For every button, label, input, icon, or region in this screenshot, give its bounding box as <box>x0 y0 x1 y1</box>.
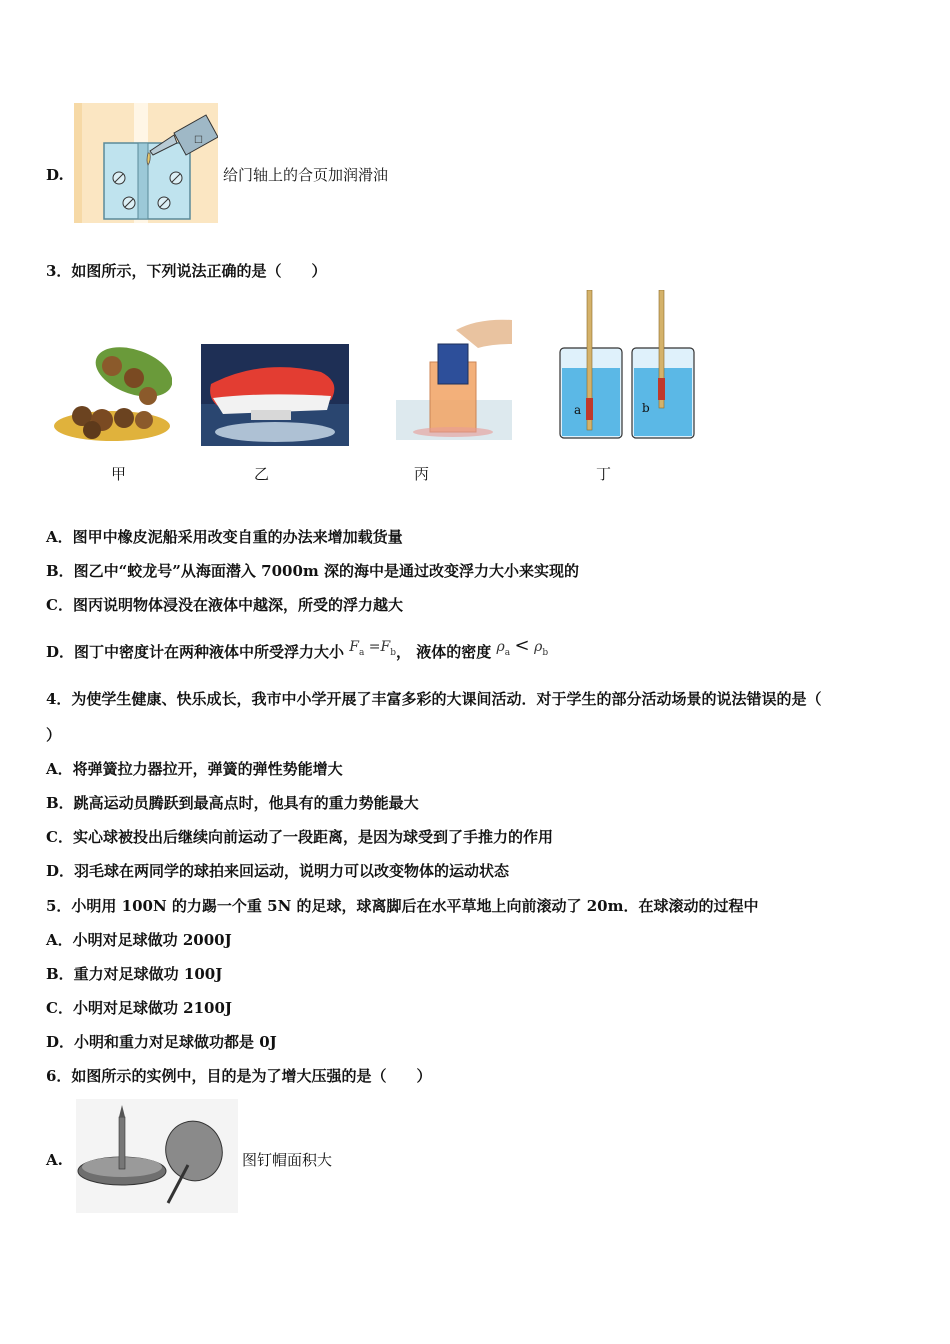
caption-bing: 丙 <box>414 465 430 483</box>
q4-stem-line1: 4．为使学生健康、快乐成长，我市中小学开展了丰富多彩的大课间活动．对于学生的部分活动场景的说法错误的是（ <box>46 690 822 708</box>
q6-stem: 6．如图所示的实例中，目的是为了增大压强的是（ ） <box>46 1067 432 1085</box>
submarine-image <box>201 344 349 446</box>
density-inequality: $\rho_a < \rho_b$ <box>496 635 549 658</box>
q3-stem: 3．如图所示，下列说法正确的是（ ） <box>46 262 327 280</box>
q5-option-d: D．小明和重力对足球做功都是 0J <box>46 1033 277 1051</box>
hydrometer-image <box>558 290 698 442</box>
q5-option-b: B．重力对足球做功 100J <box>46 965 223 983</box>
door-hinge-image <box>74 103 218 223</box>
rubber-clay-boat-image <box>54 344 172 444</box>
q6-option-a-text: 图钉帽面积大 <box>242 1151 333 1169</box>
svg-text:☐: ☐ <box>194 135 203 146</box>
label-a: a <box>574 403 582 417</box>
q6-option-a-letter: A. <box>46 1151 63 1169</box>
label-b: b <box>642 401 650 415</box>
q4-option-b: B．跳高运动员腾跃到最高点时，他具有的重力势能最大 <box>46 794 419 812</box>
q5-option-c: C．小明对足球做功 2100J <box>46 999 233 1017</box>
q3-option-a: A．图甲中橡皮泥船采用改变自重的办法来增加载货量 <box>46 528 403 546</box>
q3-option-d <box>46 635 549 669</box>
option-d-text: 给门轴上的合页加润滑油 <box>223 166 389 184</box>
q3-option-d-prefix: D．图丁中密度计在两种液体中所受浮力大小 <box>46 643 345 661</box>
q3-option-b: B．图乙中“蛟龙号”从海面潜入 7000m 深的海中是通过改变浮力大小来实现的 <box>46 562 580 580</box>
q5-option-a: A．小明对足球做功 2000J <box>46 931 232 949</box>
q4-option-c: C．实心球被投出后继续向前运动了一段距离，是因为球受到了手推力的作用 <box>46 828 553 846</box>
beaker-hand-image <box>396 314 512 442</box>
force-equation: $F_a =F_b$ <box>349 639 397 658</box>
caption-yi: 乙 <box>254 465 270 483</box>
thumbtack-image <box>76 1099 238 1213</box>
q3-option-c: C．图丙说明物体浸没在液体中越深，所受的浮力越大 <box>46 596 403 614</box>
caption-jia: 甲 <box>111 465 127 483</box>
q3-option-d-mid: ， 液体的密度 <box>396 643 492 661</box>
caption-ding: 丁 <box>596 465 612 483</box>
q4-option-d: D．羽毛球在两同学的球拍来回运动，说明力可以改变物体的运动状态 <box>46 862 510 880</box>
option-d-letter: D. <box>46 166 64 184</box>
q4-stem-line2: ） <box>46 726 62 744</box>
q5-stem: 5．小明用 100N 的力踢一个重 5N 的足球，球离脚后在水平草地上向前滚动了 20m．在球滚动的过程中 <box>46 897 759 915</box>
q4-option-a: A．将弹簧拉力器拉开，弹簧的弹性势能增大 <box>46 760 343 778</box>
